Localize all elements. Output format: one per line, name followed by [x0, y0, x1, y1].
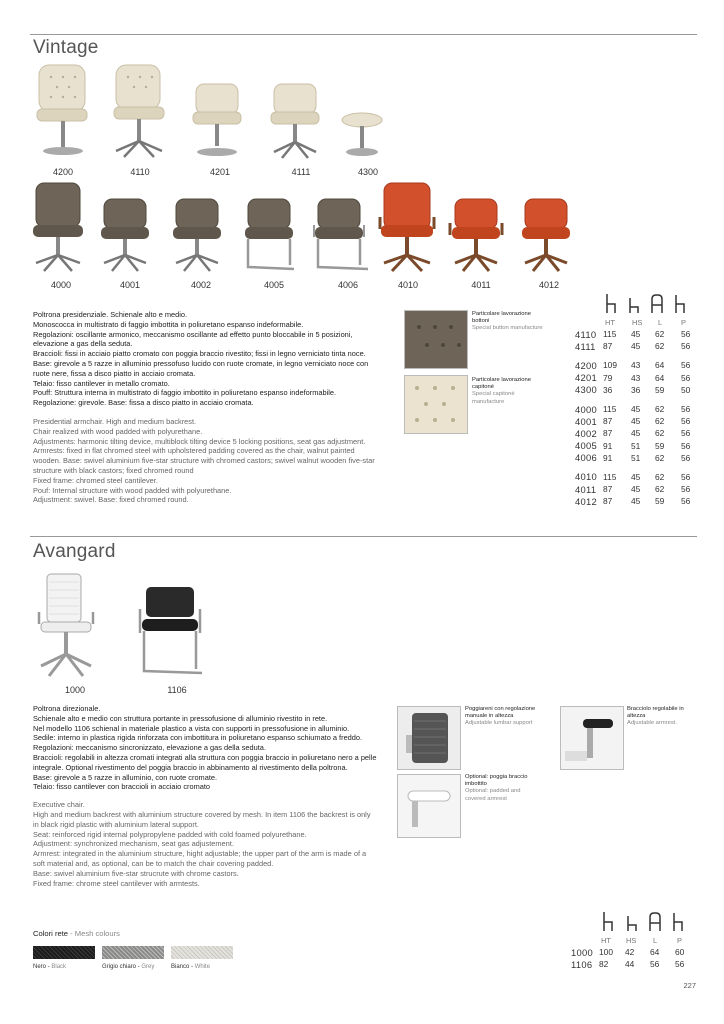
- dimension-value: 100: [599, 947, 613, 958]
- dimension-value: 62: [655, 404, 665, 415]
- dimension-value: 91: [603, 452, 613, 463]
- dimension-row: [575, 452, 705, 468]
- model-code: 4201: [575, 372, 598, 384]
- caption-it: Optional: poggia braccio imbottito: [465, 774, 528, 788]
- code-label: 1000: [64, 685, 86, 695]
- code-label: 4111: [291, 167, 311, 177]
- caption-it: Bracciolo regolabile in altezza: [627, 706, 684, 720]
- model-code: 4002: [575, 427, 598, 439]
- dimension-icons: [600, 293, 690, 315]
- desc-line-en: Chair realized with wood padded with polyurethane.: [33, 426, 203, 436]
- desc-line: Regolazione: girevole. Base: fissa a disco piatto in acciaio cromata.: [33, 398, 254, 408]
- dimension-value: 87: [603, 416, 613, 427]
- model-code: 4110: [575, 328, 597, 340]
- dimension-value: 51: [631, 452, 641, 463]
- dimension-icons: [596, 911, 688, 933]
- desc-line: Pouff: Struttura interna in multistrato di faggio imbottito in poliuretano espanso indeformabile.: [33, 388, 337, 398]
- caption-it: Poggiareni con regolazione manuale in altezza: [465, 706, 536, 720]
- mesh-swatch-grey: [102, 946, 164, 959]
- desc-line: Regolazioni: oscillante armonico, meccanismo oscillante ad effetto punto bloccabile in 5 posizioni, elevazione a gas della seduta.: [33, 329, 353, 349]
- desc-line-en: Adjustments: harmonic tilting device, multiblock tilting device 5 locking positions, seat gas adjustment.: [33, 436, 366, 446]
- desc-line-en: Pouf: Internal structure with wood padded with polyurethane.: [33, 485, 232, 495]
- p-icon: [674, 913, 682, 931]
- code-label: 4000: [50, 280, 72, 290]
- mesh-label-grey: Grigio chiaro - Grey: [102, 964, 155, 970]
- dimension-value: 62: [655, 416, 665, 427]
- mesh-title-en: Mesh colours: [74, 929, 120, 938]
- dim-header: L: [658, 318, 663, 327]
- dimension-value: 43: [631, 372, 641, 383]
- padded-armrest-caption: [465, 774, 539, 803]
- mesh-swatch-black: [33, 946, 95, 959]
- avangard-title: Avangard: [33, 541, 116, 562]
- desc-line-en: Fixed frame: chrome steel cantilever with armtests.: [33, 878, 200, 888]
- dimension-value: 56: [650, 959, 660, 970]
- dimension-row: [571, 958, 699, 970]
- dimension-value: 45: [631, 484, 641, 495]
- capitone-detail-image: [404, 375, 468, 434]
- adjustable-armrest-image: [560, 706, 624, 770]
- dimension-row: [571, 946, 699, 958]
- dimension-value: 64: [655, 360, 665, 371]
- desc-line: Monoscocca in multistrato di faggio imbottita in poliuretano espanso indeformabile.: [33, 319, 304, 329]
- code-label: 4012: [538, 280, 560, 290]
- dimension-value: 59: [655, 440, 665, 451]
- capitone-detail-caption: [472, 377, 544, 406]
- mesh-it: Bianco: [171, 964, 190, 970]
- dim-header: HS: [632, 318, 643, 327]
- code-label: 4006: [337, 280, 359, 290]
- desc-line: Braccioli: fissi in acciaio piatto cromato con poggia braccio rivestito; fissi in legno verniciato tinta noce.: [33, 349, 366, 359]
- mesh-en: Black: [51, 964, 67, 970]
- dimension-value: 62: [655, 452, 665, 463]
- model-code: 4006: [575, 452, 598, 464]
- section-rule: [30, 536, 697, 537]
- dimension-value: 44: [625, 959, 635, 970]
- dimension-value: 87: [603, 496, 613, 507]
- dimension-value: 87: [603, 484, 613, 495]
- dimension-value: 51: [631, 440, 641, 451]
- chair-4111-image: [266, 82, 326, 160]
- dimension-value: 56: [681, 341, 691, 352]
- code-label: 4005: [263, 280, 285, 290]
- ht-icon: [604, 912, 612, 931]
- chair-4011-image: [447, 197, 507, 273]
- chair-4006-image: [310, 197, 372, 273]
- vintage-dimension-table: [575, 328, 705, 507]
- desc-line-en: Armrests: fixed in flat chromed steel with upholstered padding covered as the chair, walnut painted wooden. Base: swivel aluminium five-star structure with chromed castors; swivel walnut wooden five-star structure with black castors; fixed chromed round: [33, 446, 375, 475]
- dimension-row: [575, 440, 705, 452]
- desc-line: Poltrona direzionale.: [33, 704, 101, 713]
- chair-4005-image: [240, 197, 300, 273]
- dimension-value: 45: [631, 416, 641, 427]
- model-code: 4000: [575, 403, 598, 415]
- dimension-row: [575, 399, 705, 415]
- button-detail-caption: [472, 311, 544, 333]
- hs-icon: [630, 298, 638, 313]
- dim-header: HS: [626, 936, 637, 945]
- dimension-value: 87: [603, 341, 613, 352]
- mesh-colours-title: Colori rete - Mesh colours: [33, 929, 120, 938]
- mesh-swatch-white: [171, 946, 233, 959]
- page-number: 227: [683, 981, 696, 990]
- dimension-value: 62: [655, 484, 665, 495]
- dimension-value: 45: [631, 404, 641, 415]
- caption-en: Special button manufacture: [472, 325, 543, 332]
- l-icon: [652, 295, 662, 313]
- dimension-row: [575, 415, 705, 427]
- chair-4002-image: [170, 197, 226, 273]
- code-label: 4300: [357, 167, 379, 177]
- dimension-value: 87: [603, 428, 613, 439]
- dimension-value: 36: [631, 384, 641, 395]
- dimension-value: 36: [603, 384, 613, 395]
- mesh-label-white: Bianco - White: [171, 964, 211, 970]
- dimension-value: 45: [631, 341, 641, 352]
- code-label: 4201: [209, 167, 231, 177]
- mesh-en: Grey: [141, 964, 155, 970]
- chair-4001-image: [98, 197, 154, 273]
- ht-icon: [607, 294, 615, 313]
- dimension-value: 43: [631, 360, 641, 371]
- dim-header: P: [677, 936, 683, 945]
- model-code: 4005: [575, 440, 598, 452]
- dimension-value: 56: [681, 329, 691, 340]
- mesh-it: Nero: [33, 964, 47, 970]
- code-label: 4110: [130, 167, 150, 177]
- dimension-value: 62: [655, 428, 665, 439]
- dimension-value: 45: [631, 428, 641, 439]
- model-code: 4010: [575, 471, 598, 483]
- desc-line-en: Presidential armchair. High and medium backrest.: [33, 416, 197, 426]
- desc-line-en: Fixed frame: chromed steel cantilever.: [33, 475, 158, 485]
- chair-4200-image: [33, 63, 93, 161]
- caption-en: Adjustable lumbar support: [465, 720, 533, 727]
- desc-line: Braccioli: regolabili in altezza cromati integrati alla struttura con poggia braccio in poliuretano nero a pelle integrale. Optional rivestimento del poggia braccio in abbinamento al rivestimento della poltrona.: [33, 752, 377, 772]
- chair-1106-image: [136, 583, 208, 679]
- vintage-description: [33, 310, 378, 505]
- chair-4201-image: [188, 82, 248, 160]
- code-label: 4011: [471, 280, 491, 290]
- dimension-value: 45: [631, 329, 641, 340]
- dimension-value: 91: [603, 440, 613, 451]
- desc-line-en: Adjustment: synchronized mechanism, seat gas adjustement.: [33, 839, 234, 849]
- code-label: 4002: [190, 280, 212, 290]
- dimension-value: 59: [655, 496, 665, 507]
- dimension-value: 45: [631, 471, 641, 482]
- code-label: 4001: [119, 280, 141, 290]
- dimension-value: 115: [603, 329, 617, 340]
- desc-line: Base: girevole a 5 razze in alluminio, con ruote cromate.: [33, 772, 218, 782]
- avangard-dimension-table: [571, 946, 699, 970]
- padded-armrest-image: [397, 774, 461, 838]
- dimension-row: [575, 356, 705, 372]
- chair-4110-image: [108, 63, 170, 161]
- vintage-title: Vintage: [33, 37, 99, 58]
- dimension-row: [575, 328, 705, 340]
- dimension-value: 56: [681, 484, 691, 495]
- desc-line-en: Armrest: integrated in the aluminium structure, hight adjustable; the upper part of the arm is made of a soft material and, as optional, can be to match the chair covering padded.: [33, 849, 367, 868]
- dimension-value: 109: [603, 360, 617, 371]
- caption-en: Optional: padded and covered armrest: [465, 788, 521, 802]
- dimension-value: 56: [681, 372, 691, 383]
- mesh-label-black: Nero - Black: [33, 964, 67, 970]
- p-icon: [676, 295, 684, 313]
- desc-line: Base: girevole a 5 razze in alluminio pressofuso lucido con ruote cromate, in legno verniciato noce con ruote nere, fissa a disco piatto in acciaio cromata.: [33, 358, 369, 378]
- model-code: 1000: [571, 946, 594, 958]
- dimension-value: 64: [650, 947, 660, 958]
- model-code: 4012: [575, 495, 598, 507]
- desc-line: Telaio: fisso cantilever in metallo cromato.: [33, 378, 170, 388]
- hs-icon: [628, 916, 636, 931]
- dim-header: P: [681, 318, 687, 327]
- dimension-value: 79: [603, 372, 613, 383]
- lumbar-support-caption: [465, 706, 539, 728]
- adjustable-armrest-caption: [627, 706, 697, 728]
- model-code: 4111: [575, 340, 596, 352]
- dim-header: HT: [605, 318, 615, 327]
- dimension-value: 62: [655, 329, 665, 340]
- chair-4000-image: [30, 181, 90, 273]
- desc-line-en: Executive chair.: [33, 800, 85, 810]
- code-label: 4010: [397, 280, 419, 290]
- dimension-row: [575, 495, 705, 507]
- chair-4010-image: [378, 181, 440, 273]
- dimension-row: [575, 483, 705, 495]
- dim-header: L: [653, 936, 658, 945]
- caption-it: Particolare lavorazione capitoné: [472, 377, 531, 391]
- desc-line-en: Adjustment: swivel. Base: fixed chromed round.: [33, 495, 189, 505]
- caption-en: Special capitoné manufacture: [472, 391, 515, 405]
- dimension-value: 56: [681, 471, 691, 482]
- dimension-value: 56: [681, 416, 691, 427]
- dimension-value: 45: [631, 496, 641, 507]
- chair-1000-image: [33, 572, 103, 680]
- caption-en: Adjustable armrest.: [627, 720, 677, 727]
- desc-line: Schienale alto e medio con struttura portante in pressofusione di alluminio rivestito in rete.: [33, 713, 328, 723]
- dimension-value: 56: [681, 360, 691, 371]
- chair-4012-image: [517, 197, 577, 273]
- code-label: 1106: [167, 685, 187, 695]
- dimension-value: 56: [681, 452, 691, 463]
- avangard-description: [33, 704, 378, 888]
- l-icon: [650, 913, 660, 931]
- dimension-value: 42: [625, 947, 635, 958]
- button-detail-image: [404, 310, 468, 369]
- dimension-value: 59: [655, 384, 665, 395]
- dimension-row: [575, 467, 705, 483]
- model-code: 4001: [575, 415, 598, 427]
- top-rule: [30, 34, 697, 35]
- dimension-value: 56: [681, 404, 691, 415]
- desc-line: Regolazioni: meccanismo sincronizzato, elevazione a gas della seduta.: [33, 743, 266, 753]
- lumbar-support-image: [397, 706, 461, 770]
- model-code: 4300: [575, 384, 598, 396]
- dim-header: HT: [601, 936, 611, 945]
- dimension-row: [575, 340, 705, 356]
- dimension-value: 115: [603, 471, 617, 482]
- dimension-value: 82: [599, 959, 609, 970]
- dimension-row: [575, 372, 705, 384]
- desc-line-en: Base: swivel aluminium five-star strucrute with chrome castors.: [33, 868, 239, 878]
- dimension-value: 62: [655, 471, 665, 482]
- desc-line: Poltrona presidenziale. Schienale alto e medio.: [33, 310, 188, 319]
- dimension-value: 115: [603, 404, 617, 415]
- dimension-value: 56: [681, 428, 691, 439]
- desc-line: Sedile: interno in plastica rigida rinforzata con imbottitura in poliuretano espanso schiumato a freddo.: [33, 733, 363, 743]
- model-code: 4200: [575, 359, 598, 371]
- dimension-value: 62: [655, 341, 665, 352]
- desc-line: Telaio: fisso cantilever con braccioli in acciaio cromato: [33, 782, 211, 792]
- dimension-value: 60: [675, 947, 685, 958]
- dimension-value: 56: [681, 440, 691, 451]
- dimension-value: 56: [681, 496, 691, 507]
- model-code: 1106: [571, 958, 593, 970]
- dimension-value: 56: [675, 959, 685, 970]
- desc-line: Nel modello 1106 schienal in materiale plastico a vista con supporti in pressofusione in alluminio.: [33, 723, 350, 733]
- dimension-row: [575, 384, 705, 400]
- code-label: 4200: [52, 167, 74, 177]
- mesh-it: Grigio chiaro: [102, 964, 137, 970]
- desc-line-en: Seat: reinforced rigid internal polypropylene padded with cold foamed polyurethane.: [33, 829, 307, 839]
- dimension-value: 50: [681, 384, 691, 395]
- pouf-4300-image: [340, 112, 385, 160]
- mesh-en: White: [194, 964, 211, 970]
- dimension-row: [575, 427, 705, 439]
- model-code: 4011: [575, 483, 597, 495]
- caption-it: Particolare lavorazione bottoni: [472, 311, 531, 325]
- dimension-value: 64: [655, 372, 665, 383]
- mesh-title-it: Colori rete: [33, 929, 69, 938]
- desc-line-en: High and medium backrest with aluminium structure covered by mesh. In item 1106 the backrest is only in black rigid plastic with aluminium lateral support.: [33, 809, 371, 829]
